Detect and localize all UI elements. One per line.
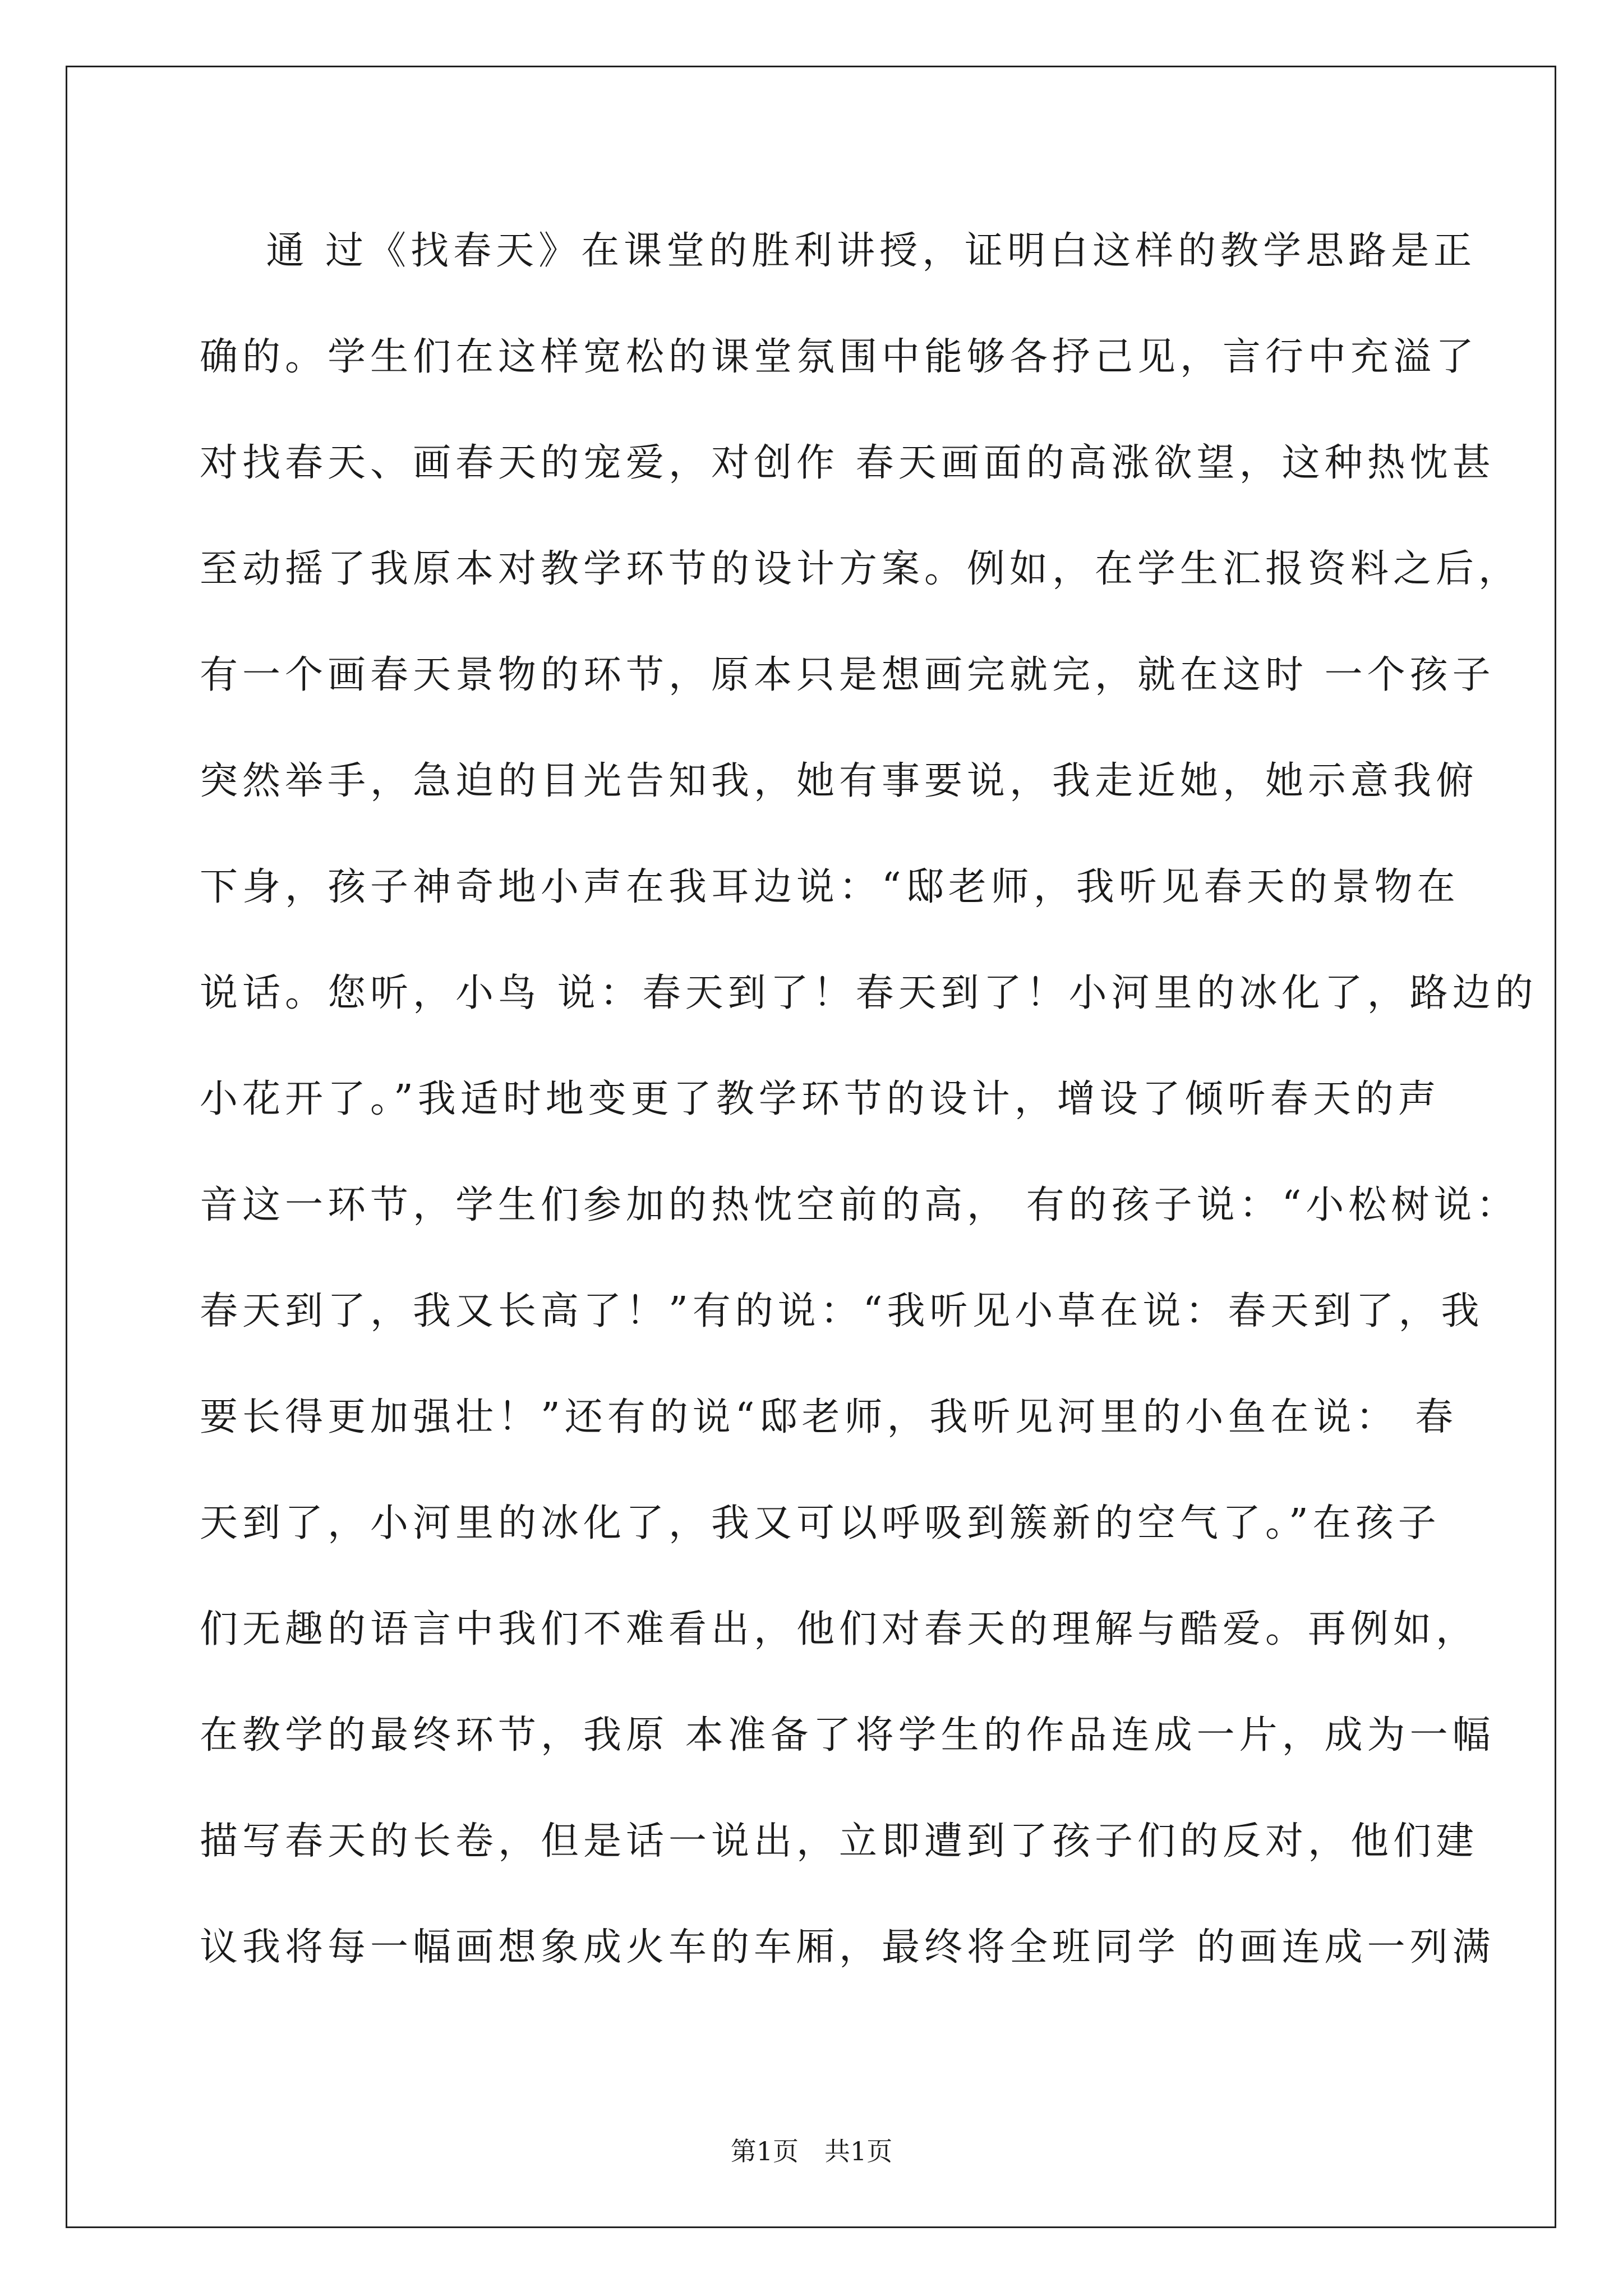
paragraph-line: 确的。学生们在这样宽松的课堂氛围中能够各抒己见，言行中充溢了 — [200, 335, 1479, 379]
paragraph-line: 描写春天的长卷，但是话一说出，立即遭到了孩子们的反对，他们建 — [200, 1819, 1479, 1864]
paragraph-line: 天到了，小河里的冰化了，我又可以呼吸到簇新的空气了。”在孩子 — [200, 1501, 1441, 1545]
paragraph-line: 小花开了。”我适时地变更了教学环节的设计，增设了倾听春天的声 — [200, 1077, 1441, 1121]
paragraph-line: 通 过《找春天》在课堂的胜利讲授，证明白这样的教学思路是正 — [200, 229, 1477, 273]
paragraph-line: 至动摇了我原本对教学环节的设计方案。例如，在学生汇报资料之后， — [200, 547, 1521, 591]
document-body — [200, 212, 1538, 2014]
paragraph-line: 春天到了，我又长高了！”有的说：“我听见小草在说：春天到了，我 — [200, 1289, 1484, 1333]
paragraph-line: 说话。您听，小鸟 说：春天到了！春天到了！小河里的冰化了，路边的 — [200, 971, 1538, 1015]
paragraph-line: 议我将每一幅画想象成火车的车厢，最终将全班同学 的画连成一列满 — [200, 1925, 1495, 1970]
paragraph-line: 下身，孩子神奇地小声在我耳边说：“邸老师，我听见春天的景物在 — [200, 865, 1460, 909]
paragraph-line: 在教学的最终环节，我原 本准备了将学生的作品连成一片，成为一幅 — [200, 1713, 1495, 1757]
page-footer: 第1页 共1页 — [730, 2136, 893, 2166]
paragraph-line: 对找春天、画春天的宠爱，对创作 春天画面的高涨欲望，这种热忱甚 — [200, 441, 1495, 485]
paragraph-line: 有一个画春天景物的环节，原本只是想画完就完，就在这时 一个孩子 — [200, 653, 1495, 697]
paragraph-line: 音这一环节，学生们参加的热忱空前的高， 有的孩子说：“小松树说： — [200, 1183, 1519, 1227]
paragraph-line: 们无趣的语言中我们不难看出，他们对春天的理解与酷爱。再例如， — [200, 1607, 1479, 1651]
paragraph-line: 要长得更加强壮！”还有的说“邸老师，我听见河里的小鱼在说： 春 — [200, 1395, 1458, 1439]
paragraph-line: 突然举手，急迫的目光告知我，她有事要说，我走近她，她示意我俯 — [200, 759, 1479, 803]
